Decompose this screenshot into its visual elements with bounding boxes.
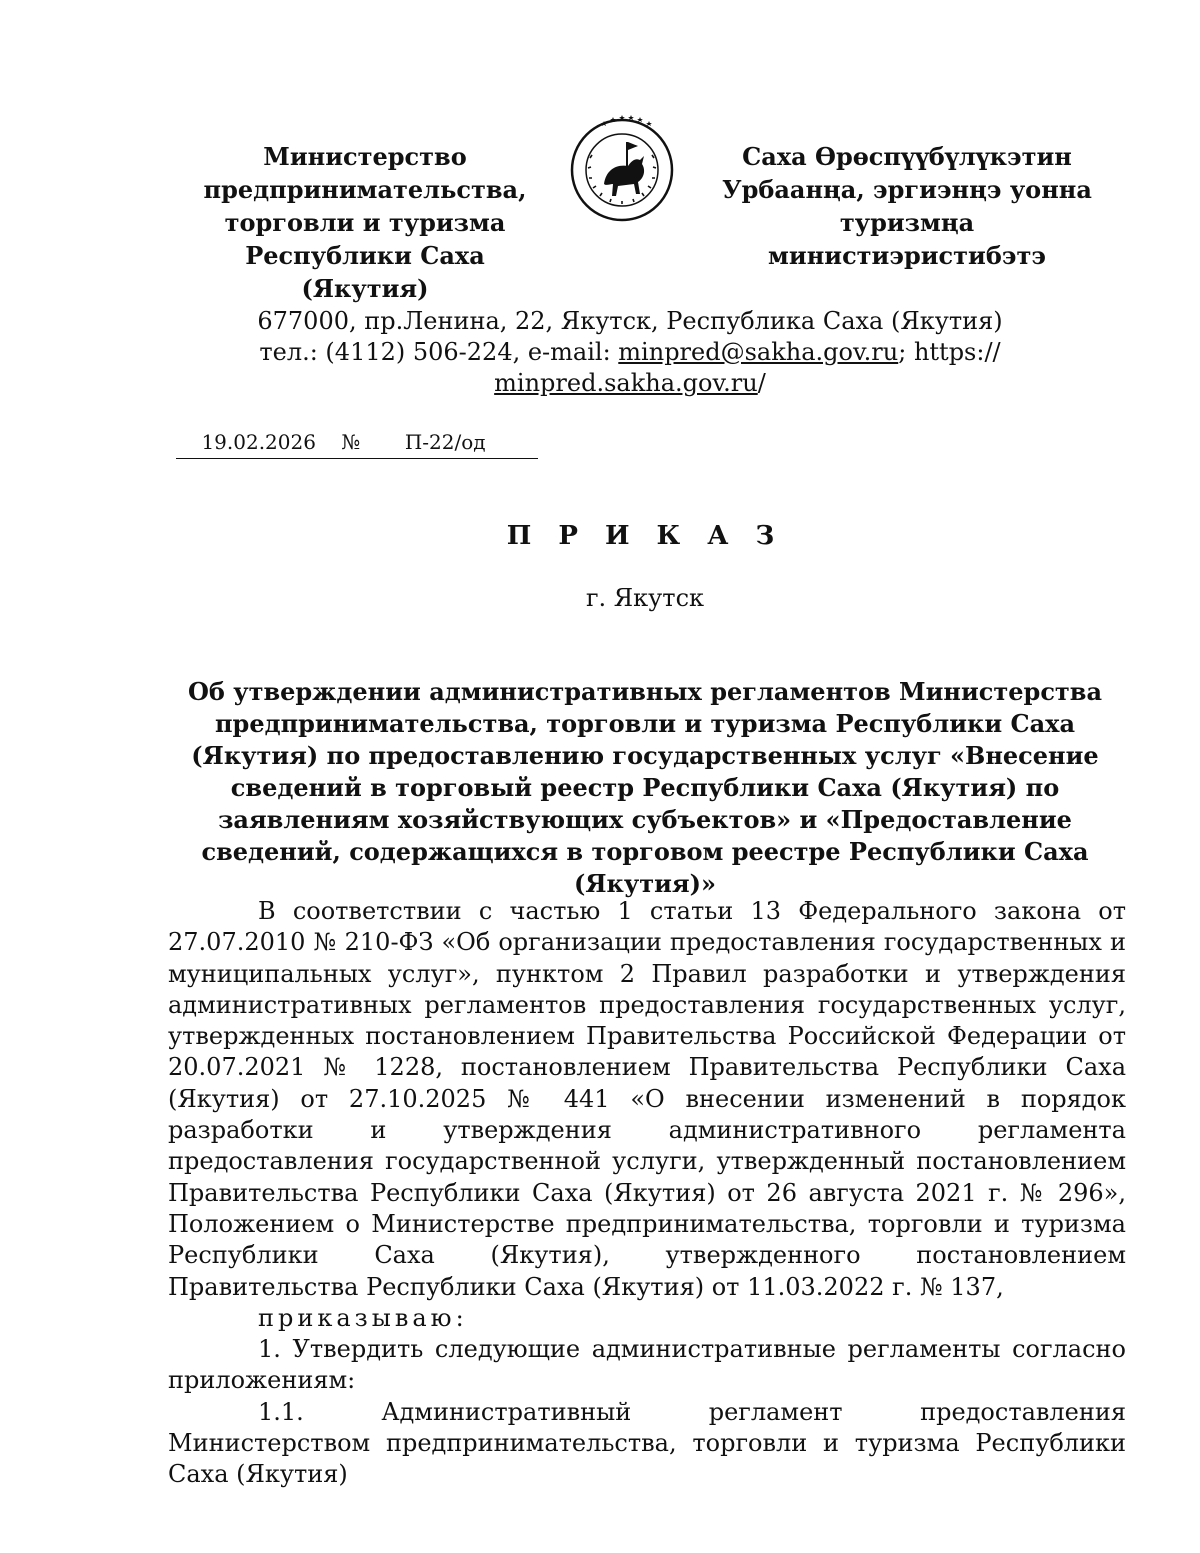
postal-address: 677000, пр.Ленина, 22, Якутск, Республика Саха (Якутия) [257, 307, 1003, 335]
ministry-name-line: Министерство [263, 142, 467, 171]
order-word: приказываю: [258, 1303, 468, 1332]
website-line [190, 368, 1070, 399]
document-type-title: П Р И К А З [506, 521, 784, 551]
ministry-name-line: Саха Өрөспүүбүлүкэтин [742, 142, 1072, 171]
ministry-name-line: Урбаанңа, эргиэнңэ уонна [722, 175, 1092, 204]
document-city: г. Якутск [585, 584, 705, 612]
site-prefix: ; https:// [898, 338, 1001, 366]
contact-line [190, 337, 1070, 368]
ministry-name-yakut [712, 140, 1102, 272]
document-subject: Об утверждении административных регламентов Министерства предпринимательства, торговли и туризма Республики Саха (Якутия) по предоставлению государственных услуг «Внесение сведений в торговый реестр Республики Саха (Якутия) по заявлениям хозяйствующих субъектов» и «Предоставление сведений, содержащихся в торговом реестре Республики Саха (Якутия)» [187, 677, 1103, 898]
phone-text: тел.: (4112) 506-224, e-mail: [259, 338, 619, 366]
number-sign: № [341, 430, 361, 454]
email-link[interactable]: minpred@sakha.gov.ru [618, 338, 899, 366]
ministry-name-line: предпринимательства, [203, 175, 527, 204]
document-body [168, 896, 1126, 1491]
website-link[interactable]: minpred.sakha.gov.ru [494, 369, 758, 397]
contact-address [190, 306, 1070, 399]
preamble-paragraph: В соответствии с частью 1 статьи 13 Федерального закона от 27.07.2010 № 210-ФЗ «Об организации предоставления государственных и муниципальных услуг», пунктом 2 Правил разработки и утверждения административных регламентов предоставления государственных услуг, утвержденных постановлением Правительства Российской Федерации от 20.07.2021 № 1228, постановлением Правительства Республики Саха (Якутия) от 27.10.2025 № 441 «О внесении изменений в порядок разработки и утверждения административного регламента предоставления государственной услуги, утвержденный постановлением Правительства Республики Саха (Якутия) от 26 августа 2021 г. № 296», Положением о Министерстве предпринимательства, торговли и туризма Республики Саха (Якутия), утвержденного постановлением Правительства Республики Саха (Якутия) от 11.03.2022 г. № 137, [168, 897, 1126, 1301]
ministry-name-line: туризмңа министиэристибэтэ [768, 208, 1046, 270]
sakha-coat-of-arms-icon [566, 112, 678, 224]
registration-line [176, 428, 538, 459]
ministry-name-line: Республики Саха (Якутия) [245, 241, 485, 303]
site-suffix: / [757, 369, 766, 397]
ministry-name-russian [190, 140, 540, 305]
order-number: П-22/од [404, 430, 486, 454]
order-date: 19.02.2026 [201, 430, 316, 454]
ministry-name-line: торговли и туризма [224, 208, 506, 237]
item-1-1: 1.1. Административный регламент предоставления Министерством предпринимательства, торговли и туризма Республики Саха (Якутия) [168, 1397, 1126, 1489]
item-1: 1. Утвердить следующие административные регламенты согласно приложениям: [168, 1335, 1126, 1395]
